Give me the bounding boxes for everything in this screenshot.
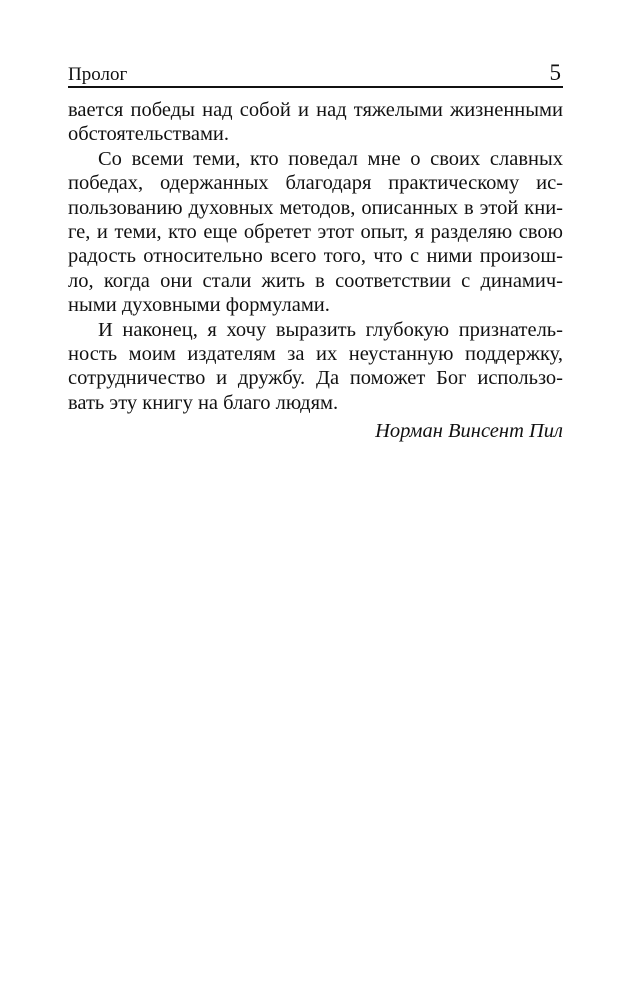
running-head — [68, 58, 563, 88]
text-line: ность моим издателям за их неустанную поддержку, — [68, 342, 563, 365]
text-line: сотрудничество и дружбу. Да поможет Бог использо- — [68, 367, 563, 390]
author-signature: Норман Винсент Пил — [375, 420, 563, 443]
text-line: победах, одержанных благодаря практическому ис- — [68, 172, 563, 195]
text-line: ло, когда они стали жить в соответствии с динамич- — [68, 269, 563, 292]
running-title: Пролог — [68, 64, 128, 85]
text-line: обстоятельствами. — [68, 123, 230, 146]
text-line: пользованию духовных методов, описанных в этой кни- — [68, 196, 563, 219]
paragraph-1 — [68, 98, 563, 147]
paragraph-3 — [68, 318, 563, 416]
text-line: вать эту книгу на благо людям. — [68, 391, 339, 414]
text-line: радость относительно всего того, что с ними произош- — [68, 245, 563, 268]
text-line: И наконец, я хочу выразить глубокую признатель- — [98, 318, 563, 341]
text-line: вается победы над собой и над тяжелыми жизненными — [68, 99, 563, 121]
paragraph-2 — [68, 147, 563, 318]
header-rule — [68, 86, 563, 88]
text-line: ными духовными формулами. — [68, 294, 330, 317]
page-number: 5 — [549, 60, 561, 85]
body-text — [68, 98, 563, 445]
text-line: ге, и теми, кто еще обретет этот опыт, я разделяю свою — [68, 220, 563, 243]
text-line: Со всеми теми, кто поведал мне о своих славных — [98, 147, 563, 170]
